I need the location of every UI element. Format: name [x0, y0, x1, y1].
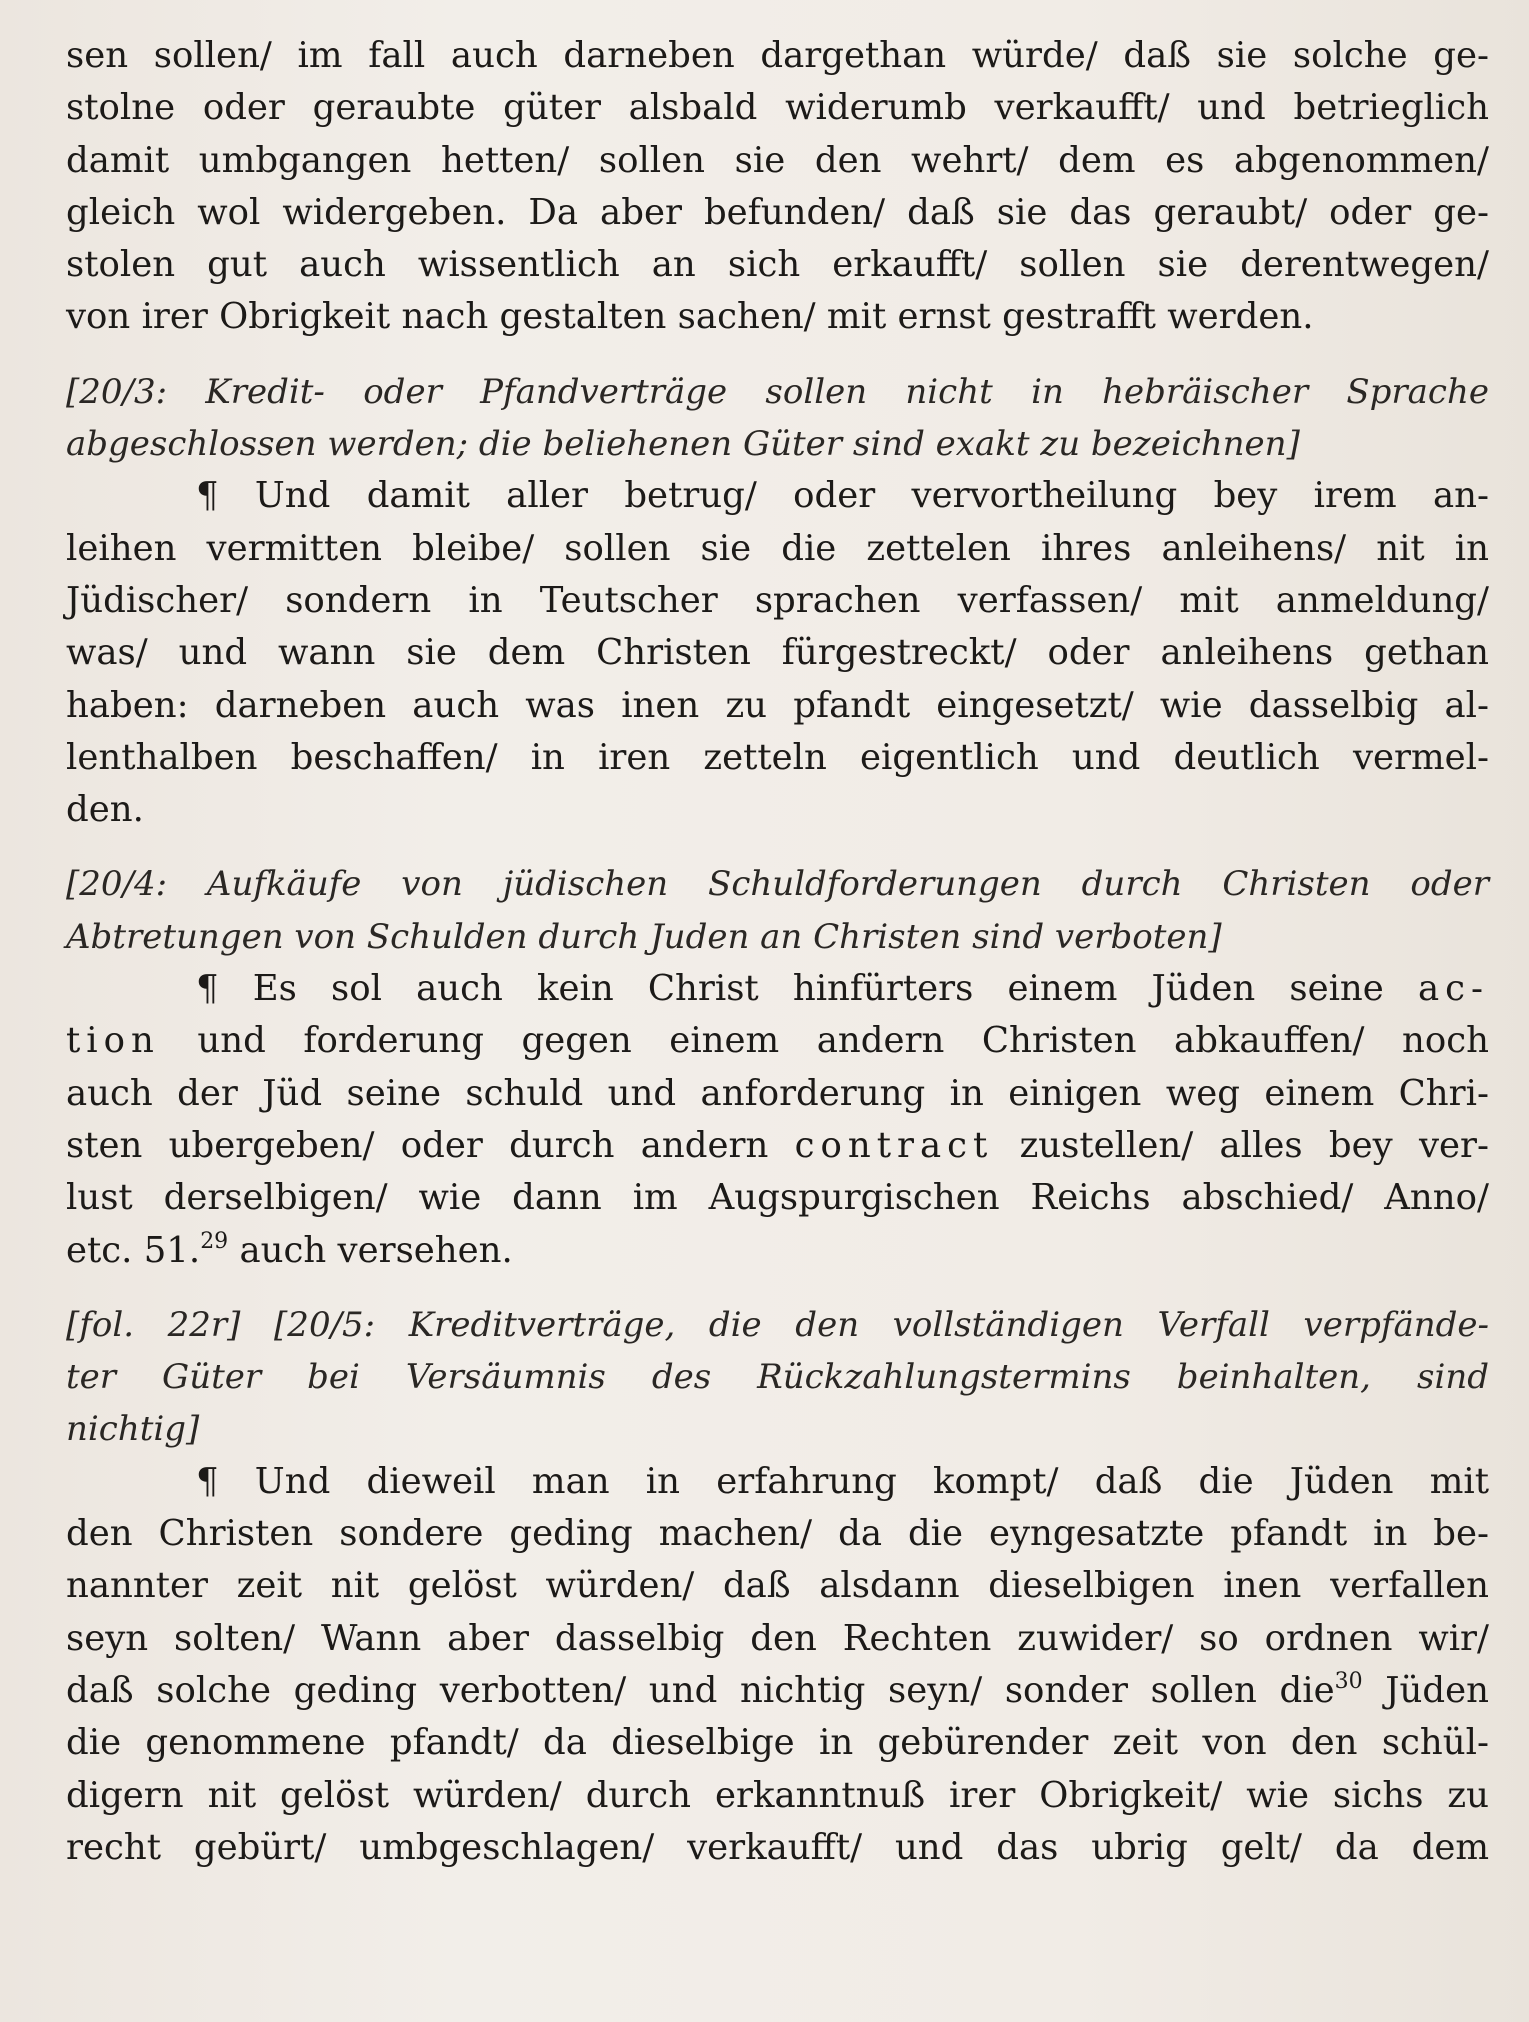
- text-segment: und forderung gegen einem andern Christen abkauffen/ noch: [159, 1020, 1489, 1062]
- heading-line: ter Güter bei Versäumnis des Rückzahlungstermins beinhalten, sind: [66, 1357, 1489, 1398]
- text-line: stolne oder geraubte güter alsbald widerumb verkaufft/ und betrieglich: [66, 87, 1489, 129]
- heading-line: abgeschlossen werden; die beliehenen Güter sind exakt zu bezeichnen]: [66, 424, 1300, 465]
- heading-line: nichtig]: [66, 1409, 200, 1450]
- text-line: Jüdischer/ sondern in Teutscher sprachen verfassen/ mit anmeldung/: [66, 579, 1489, 621]
- paragraph-20-5: [66, 1456, 1489, 1874]
- heading-line: [fol. 22r] [20/5: Kreditverträge, die den vollständigen Verfall verpfände-: [66, 1304, 1489, 1345]
- paragraph-20-3: [66, 470, 1489, 836]
- text-line: lenthalben beschaffen/ in iren zetteln eigentlich und deutlich vermel-: [66, 736, 1489, 778]
- spaced-term: ac-: [1417, 968, 1489, 1010]
- text-line: was/ und wann sie dem Christen fürgestreckt/ oder anleihens gethan: [66, 632, 1489, 674]
- spaced-term: tion: [66, 1020, 160, 1062]
- spaced-term: contract: [794, 1124, 994, 1166]
- text-segment: zustellen/ alles bey ver-: [993, 1124, 1489, 1166]
- text-line: [66, 1120, 1489, 1172]
- text-line: lust derselbigen/ wie dann im Augspurgischen Reichs abschied/ Anno/: [66, 1177, 1489, 1219]
- text-line: auch der Jüd seine schuld und anforderung in einigen weg einem Chri-: [66, 1072, 1489, 1114]
- text-segment: auch versehen.: [228, 1229, 513, 1271]
- heading-line: [20/3: Kredit- oder Pfandverträge sollen nicht in hebräischer Sprache: [66, 371, 1489, 412]
- text-line: den Christen sondere geding machen/ da die eyngesatzte pfandt in be-: [66, 1513, 1489, 1555]
- text-line: nannter zeit nit gelöst würden/ daß alsdann dieselbigen inen verfallen: [66, 1565, 1489, 1607]
- text-segment: sten ubergeben/ oder durch andern: [66, 1124, 795, 1166]
- text-line: die genommene pfandt/ da dieselbige in gebürender zeit von den schül-: [66, 1722, 1489, 1764]
- text-line: seyn solten/ Wann aber dasselbig den Rechten zuwider/ so ordnen wir/: [66, 1617, 1489, 1659]
- heading-line: Abtretungen von Schulden durch Juden an Christen sind verboten]: [66, 916, 1222, 957]
- text-line: leihen vermitten bleibe/ sollen sie die zettelen ihres anleihens/ nit in: [66, 527, 1489, 569]
- text-segment: daß solche geding verbotten/ und nichtig seyn/ sonder sollen die: [66, 1669, 1335, 1711]
- section-heading-20-3: [66, 366, 1489, 471]
- text-line: gleich wol widergeben. Da aber befunden/ daß sie das geraubt/ oder ge-: [66, 191, 1489, 233]
- text-line: ¶ Und damit aller betrug/ oder vervortheilung bey irem an-: [196, 475, 1489, 517]
- section-gap: [66, 836, 1489, 858]
- paragraph-20-4: [66, 963, 1489, 1277]
- text-line: den.: [66, 789, 144, 831]
- footnote-marker-29: 29: [200, 1228, 229, 1254]
- paragraph-20-2-end: [66, 30, 1489, 344]
- text-line: [66, 963, 1489, 1015]
- text-line: recht gebürt/ umbgeschlagen/ verkaufft/ und das ubrig gelt/ da dem: [66, 1826, 1489, 1868]
- footnote-marker-30: 30: [1334, 1668, 1363, 1694]
- text-segment: etc. 51.: [66, 1229, 201, 1271]
- text-line: [66, 1015, 1489, 1067]
- text-line: stolen gut auch wissentlich an sich erkaufft/ sollen sie derentwegen/: [66, 244, 1489, 286]
- section-heading-20-5: [66, 1299, 1489, 1456]
- text-line: haben: darneben auch was inen zu pfandt eingesetzt/ wie dasselbig al-: [66, 684, 1489, 726]
- text-line: ¶ Und dieweil man in erfahrung kompt/ daß die Jüden mit: [196, 1460, 1489, 1502]
- text-line: digern nit gelöst würden/ durch erkanntnuß irer Obrigkeit/ wie sichs zu: [66, 1774, 1489, 1816]
- text-line: [66, 1225, 1489, 1277]
- text-line: damit umbgangen hetten/ sollen sie den wehrt/ dem es abgenommen/: [66, 139, 1489, 181]
- text-segment: Jüden: [1362, 1669, 1489, 1711]
- text-line: [66, 1665, 1489, 1717]
- section-gap: [66, 1277, 1489, 1299]
- section-heading-20-4: [66, 858, 1489, 963]
- text-line: sen sollen/ im fall auch darneben dargethan würde/ daß sie solche ge-: [66, 35, 1489, 76]
- heading-line: [20/4: Aufkäufe von jüdischen Schuldforderungen durch Christen oder: [66, 864, 1489, 905]
- text-line: von irer Obrigkeit nach gestalten sachen/ mit ernst gestrafft werden.: [66, 296, 1314, 338]
- text-segment: ¶ Es sol auch kein Christ hinfürters einem Jüden seine: [196, 968, 1418, 1010]
- section-gap: [66, 344, 1489, 366]
